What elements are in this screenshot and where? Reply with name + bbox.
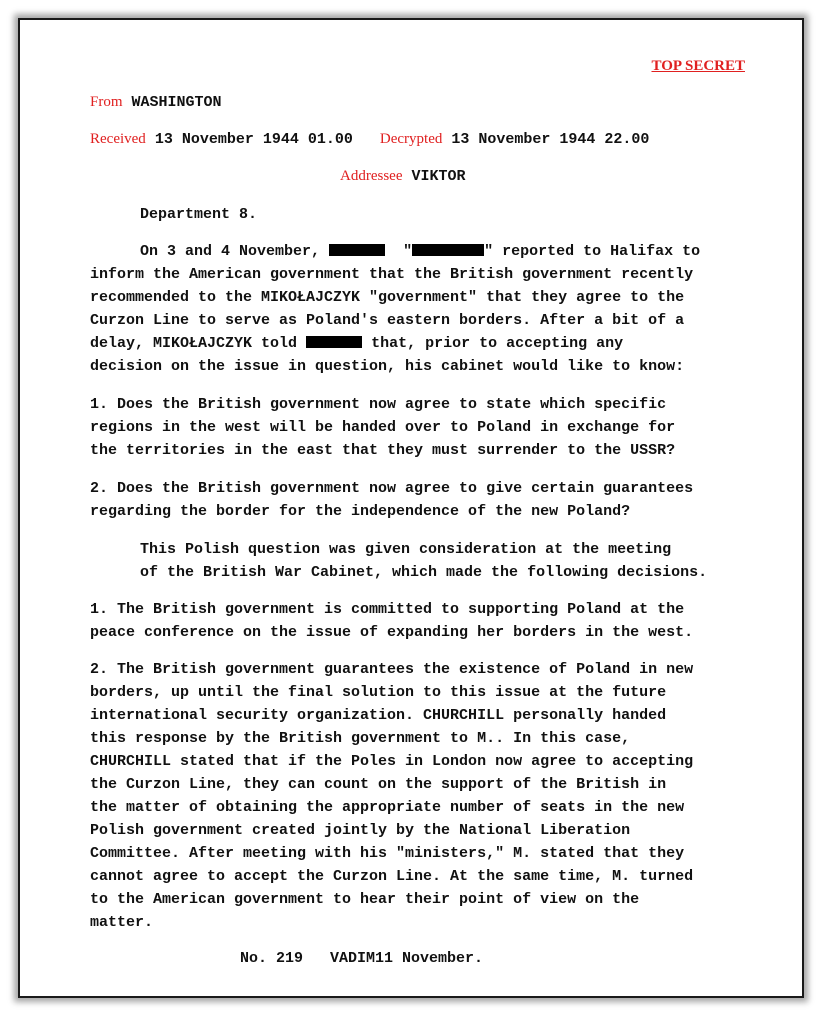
department-line: Department 8.	[140, 206, 258, 223]
question-2: 2. Does the British government now agree to give certain guarantees regarding the border for the independence of the new Poland?	[90, 480, 694, 520]
received-line	[90, 131, 649, 148]
addressee-label: Addressee	[340, 168, 403, 184]
classification-marking: TOP SECRET	[651, 58, 745, 74]
from-value: WASHINGTON	[131, 94, 222, 111]
question-1: 1. Does the British government now agree to state which specific regions in the west will be handed over to Poland in exchange for the territories in the east that they must surrender to the USSR?	[90, 396, 676, 459]
paragraph-intro: On 3 and 4 November, " " reported to Halifax to inform the American government that the British government recently recommended to the MIKOŁAJCZYK "government" that they agree to the Curzon Line to serve as Poland's eastern borders. After a bit of a delay, MIKOŁAJCZYK told that, prior to accepting any decision on the issue in question, his cabinet would like to know:	[90, 243, 701, 375]
footer-line	[240, 950, 483, 967]
decrypted-value: 13 November 1944 22.00	[451, 131, 650, 148]
addressee-line	[340, 168, 466, 185]
received-label: Received	[90, 131, 146, 147]
document-frame	[18, 18, 804, 998]
redaction-block	[306, 336, 362, 348]
decrypted-label: Decrypted	[379, 131, 443, 147]
redaction-block	[412, 244, 484, 256]
received-value: 13 November 1944 01.00	[154, 131, 353, 148]
from-line	[90, 94, 222, 111]
paragraph-cabinet: This Polish question was given consideration at the meeting of the British War Cabinet, which made the following decisions.	[140, 541, 708, 581]
redaction-block	[329, 244, 385, 256]
addressee-value: VIKTOR	[411, 168, 466, 185]
message-number: No. 219	[240, 950, 304, 967]
signature: VADIM11 November.	[330, 950, 484, 967]
from-label: From	[90, 94, 123, 110]
decision-2: 2. The British government guarantees the existence of Poland in new borders, up until the final solution to this issue at the future international security organization. CHURCHILL personally handed this response by the British government to M.. In this case, CHURCHILL stated that if the Poles in London now agree to accepting the Curzon Line, they can count on the support of the British in the matter of obtaining the appropriate number of seats in the new Polish government created jointly by the National Liberation Committee. After meeting with his "ministers," M. stated that they cannot agree to accept the Curzon Line. At the same time, M. turned to the American government to hear their point of view on the matter.	[90, 661, 694, 931]
document-page	[20, 20, 802, 996]
decision-1: 1. The British government is committed to supporting Poland at the peace conference on the issue of expanding her borders in the west.	[90, 601, 694, 641]
